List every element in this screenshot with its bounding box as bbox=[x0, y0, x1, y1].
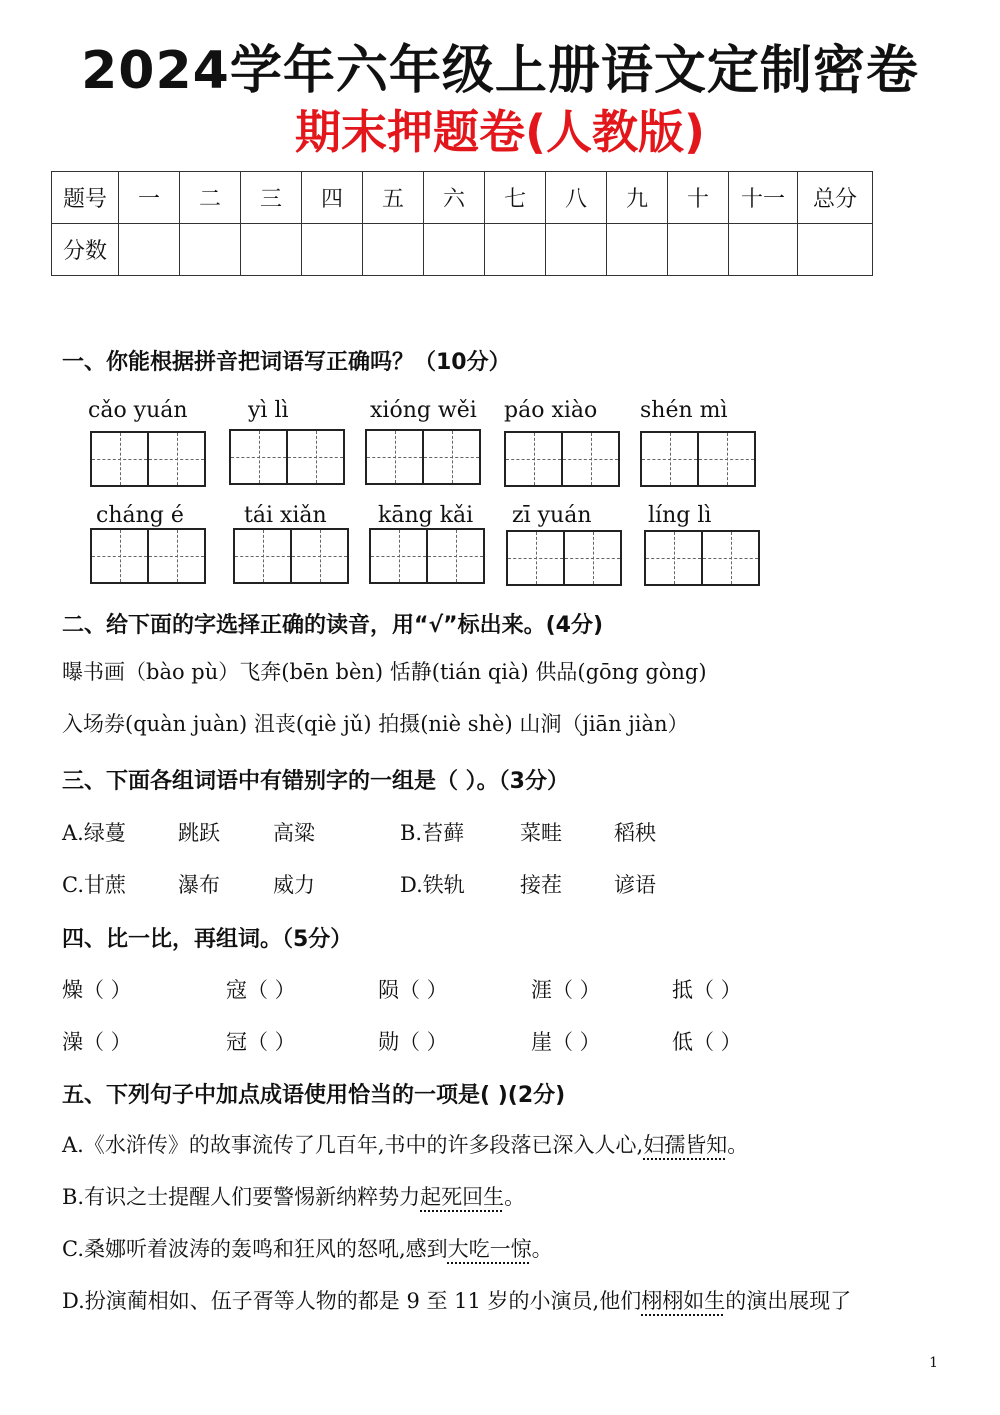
score-input-cell[interactable] bbox=[729, 224, 798, 276]
score-cell: 八 bbox=[546, 172, 607, 224]
pinyin-label: xióng wěi bbox=[370, 398, 477, 423]
q3-option: B.苔藓 bbox=[400, 821, 465, 845]
score-cell: 十一 bbox=[729, 172, 798, 224]
q3-option: A.绿蔓 bbox=[62, 821, 126, 845]
score-input-cell[interactable] bbox=[798, 224, 873, 276]
page-title: 2024学年六年级上册语文定制密卷 bbox=[81, 41, 919, 101]
q4-blank[interactable]: 勋（ ） bbox=[378, 1030, 448, 1054]
pinyin-label: líng lì bbox=[648, 503, 712, 528]
q4-blank[interactable]: 陨（ ） bbox=[378, 978, 448, 1002]
writing-box[interactable] bbox=[369, 528, 485, 584]
q5-text: 。 bbox=[531, 1237, 553, 1261]
pinyin-label: yì lì bbox=[248, 398, 289, 423]
score-cell: 七 bbox=[485, 172, 546, 224]
q2-heading: 二、给下面的字选择正确的读音，用“√”标出来。(4分) bbox=[62, 613, 604, 638]
q5-option-c bbox=[62, 1233, 553, 1263]
score-input-cell[interactable] bbox=[668, 224, 729, 276]
writing-box[interactable] bbox=[229, 429, 345, 485]
q5-option-b bbox=[62, 1181, 525, 1211]
writing-box[interactable] bbox=[504, 431, 620, 487]
score-cell: 六 bbox=[424, 172, 485, 224]
q3-word: 谚语 bbox=[614, 873, 656, 897]
score-input-cell[interactable] bbox=[180, 224, 241, 276]
score-input-cell[interactable] bbox=[119, 224, 180, 276]
q5-text: 的演出展现了 bbox=[725, 1289, 852, 1313]
q4-blank[interactable]: 燥（ ） bbox=[62, 978, 132, 1002]
score-cell: 题号 bbox=[52, 172, 119, 224]
pinyin-label: tái xiǎn bbox=[244, 503, 327, 528]
pinyin-label: shén mì bbox=[640, 398, 728, 423]
score-cell: 分数 bbox=[52, 224, 119, 276]
q3-word: 高粱 bbox=[273, 821, 315, 845]
score-input-cell[interactable] bbox=[546, 224, 607, 276]
q5-idiom: 栩栩如生 bbox=[641, 1289, 726, 1313]
score-table-score-row bbox=[52, 224, 873, 276]
score-cell: 五 bbox=[363, 172, 424, 224]
q4-blank[interactable]: 低（ ） bbox=[672, 1030, 742, 1054]
q5-text: C.桑娜听着波涛的轰鸣和狂风的怒吼,感到 bbox=[62, 1237, 448, 1261]
q5-text: B.有识之士提醒人们要警惕新纳粹势力 bbox=[62, 1185, 421, 1209]
q3-word: 跳跃 bbox=[178, 821, 220, 845]
writing-box[interactable] bbox=[90, 528, 206, 584]
q5-idiom: 起死回生 bbox=[420, 1185, 505, 1209]
q5-idiom: 妇孺皆知 bbox=[643, 1133, 728, 1157]
q2-line: 曝书画（bào pù）飞奔(bēn bèn) 恬静(tián qià) 供品(gōng gòng) bbox=[62, 660, 707, 684]
q5-text: 。 bbox=[727, 1133, 749, 1157]
writing-box[interactable] bbox=[233, 528, 349, 584]
score-input-cell[interactable] bbox=[424, 224, 485, 276]
q1-heading: 一、你能根据拼音把词语写正确吗？（10分） bbox=[62, 350, 511, 375]
q4-blank[interactable]: 冠（ ） bbox=[226, 1030, 296, 1054]
score-cell: 二 bbox=[180, 172, 241, 224]
score-input-cell[interactable] bbox=[241, 224, 302, 276]
writing-box[interactable] bbox=[365, 429, 481, 485]
q4-blank[interactable]: 寇（ ） bbox=[226, 978, 296, 1002]
q4-blank[interactable]: 崖（ ） bbox=[531, 1030, 601, 1054]
q5-option-a bbox=[62, 1129, 748, 1159]
writing-box[interactable] bbox=[506, 530, 622, 586]
q2-line: 入场券(quàn juàn) 沮丧(qiè jǔ) 拍摄(niè shè) 山涧（jiān jiàn） bbox=[62, 712, 689, 736]
score-table bbox=[51, 171, 873, 276]
pinyin-label: cǎo yuán bbox=[88, 398, 188, 423]
score-cell: 十 bbox=[668, 172, 729, 224]
q3-option: C.甘蔗 bbox=[62, 873, 126, 897]
writing-box[interactable] bbox=[640, 431, 756, 487]
page-subtitle: 期末押题卷(人教版) bbox=[294, 105, 706, 159]
q3-word: 威力 bbox=[273, 873, 315, 897]
score-cell: 三 bbox=[241, 172, 302, 224]
q5-idiom: 大吃一惊 bbox=[447, 1237, 532, 1261]
q3-word: 瀑布 bbox=[178, 873, 220, 897]
q4-blank[interactable]: 澡（ ） bbox=[62, 1030, 132, 1054]
score-table-header-row bbox=[52, 172, 873, 224]
q3-word: 接茬 bbox=[520, 873, 562, 897]
pinyin-label: cháng é bbox=[96, 503, 184, 528]
writing-box[interactable] bbox=[90, 431, 206, 487]
score-cell: 四 bbox=[302, 172, 363, 224]
q3-word: 稻秧 bbox=[614, 821, 656, 845]
pinyin-label: páo xiào bbox=[504, 398, 598, 423]
score-cell: 总分 bbox=[798, 172, 873, 224]
writing-box[interactable] bbox=[644, 530, 760, 586]
page-number: 1 bbox=[929, 1355, 938, 1371]
q5-text: 。 bbox=[504, 1185, 526, 1209]
pinyin-label: kāng kǎi bbox=[378, 503, 474, 528]
q3-word: 菜畦 bbox=[520, 821, 562, 845]
q5-text: D.扮演蔺相如、伍子胥等人物的都是 9 至 11 岁的小演员,他们 bbox=[62, 1289, 642, 1313]
q4-blank[interactable]: 抵（ ） bbox=[672, 978, 742, 1002]
score-input-cell[interactable] bbox=[485, 224, 546, 276]
q4-blank[interactable]: 涯（ ） bbox=[531, 978, 601, 1002]
q5-text: A.《水浒传》的故事流传了几百年,书中的许多段落已深入人心, bbox=[62, 1133, 644, 1157]
q4-heading: 四、比一比，再组词。（5分） bbox=[62, 927, 353, 952]
q5-option-d bbox=[62, 1285, 851, 1315]
score-input-cell[interactable] bbox=[607, 224, 668, 276]
score-input-cell[interactable] bbox=[363, 224, 424, 276]
score-input-cell[interactable] bbox=[302, 224, 363, 276]
q3-option: D.铁轨 bbox=[400, 873, 465, 897]
q5-heading: 五、下列句子中加点成语使用恰当的一项是( )(2分) bbox=[62, 1083, 566, 1108]
q3-heading: 三、下面各组词语中有错别字的一组是（ ）。（3分） bbox=[62, 769, 569, 794]
pinyin-label: zī yuán bbox=[512, 503, 592, 528]
score-cell: 一 bbox=[119, 172, 180, 224]
score-cell: 九 bbox=[607, 172, 668, 224]
